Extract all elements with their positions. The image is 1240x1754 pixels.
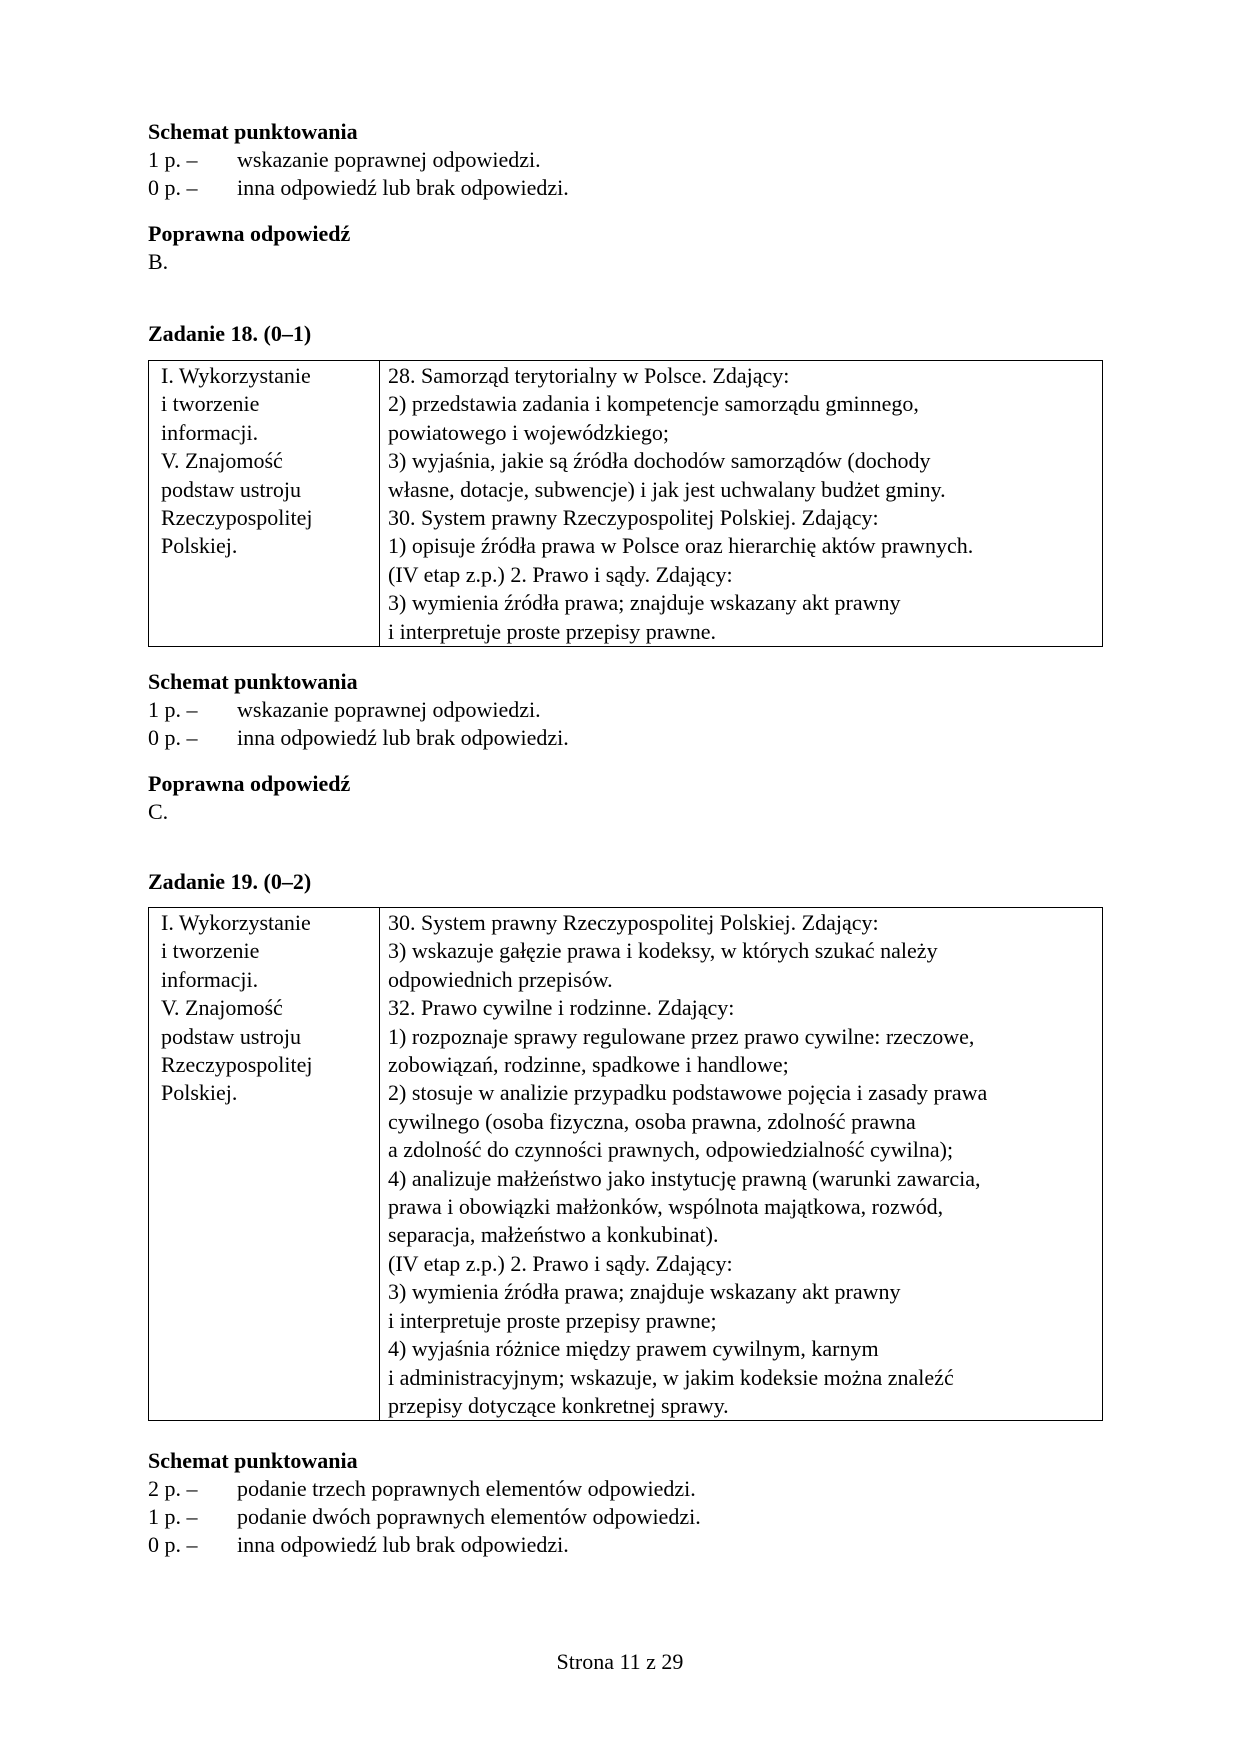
score-row bbox=[148, 1475, 701, 1503]
score-text: wskazanie poprawnej odpowiedzi. bbox=[237, 697, 541, 722]
scoring-heading: Schemat punktowania bbox=[148, 119, 358, 144]
requirement-line: V. Znajomość bbox=[161, 995, 283, 1021]
requirement-line: (IV etap z.p.) 2. Prawo i sądy. Zdający: bbox=[388, 561, 733, 587]
general-requirements-cell bbox=[149, 908, 380, 1421]
requirement-line: przepisy dotyczące konkretnej sprawy. bbox=[388, 1392, 729, 1418]
score-row bbox=[148, 696, 569, 724]
requirement-line: 1) rozpoznaje sprawy regulowane przez prawo cywilne: rzeczowe, bbox=[388, 1023, 975, 1049]
scoring-heading: Schemat punktowania bbox=[148, 669, 358, 694]
requirement-line: powiatowego i wojewódzkiego; bbox=[388, 419, 670, 445]
score-points: 0 p. – bbox=[148, 1532, 198, 1557]
score-text: podanie trzech poprawnych elementów odpowiedzi. bbox=[237, 1476, 696, 1501]
requirement-line: 4) wyjaśnia różnice między prawem cywilnym, karnym bbox=[388, 1336, 879, 1362]
task-19-requirements-table bbox=[148, 907, 1103, 1421]
requirement-line: Polskiej. bbox=[161, 533, 238, 559]
score-row bbox=[148, 174, 569, 202]
requirement-line: Rzeczypospolitej bbox=[161, 1052, 313, 1078]
requirement-line: Rzeczypospolitej bbox=[161, 505, 313, 531]
requirement-line: podstaw ustroju bbox=[161, 476, 301, 502]
correct-answer-previous bbox=[148, 220, 350, 276]
score-points: 1 p. – bbox=[148, 147, 198, 172]
requirement-line: V. Znajomość bbox=[161, 448, 283, 474]
requirement-line: 2) przedstawia zadania i kompetencje samorządu gminnego, bbox=[388, 391, 919, 417]
score-text: podanie dwóch poprawnych elementów odpowiedzi. bbox=[237, 1504, 701, 1529]
requirement-line: 28. Samorząd terytorialny w Polsce. Zdający: bbox=[388, 363, 790, 388]
specific-requirements-cell bbox=[380, 361, 1103, 647]
task-18-scoring-scheme bbox=[148, 668, 569, 752]
score-text: inna odpowiedź lub brak odpowiedzi. bbox=[237, 725, 569, 750]
requirement-line: i tworzenie bbox=[161, 391, 260, 417]
score-row bbox=[148, 724, 569, 752]
requirement-line: 3) wymienia źródła prawa; znajduje wskazany akt prawny bbox=[388, 1279, 901, 1305]
requirement-line: Polskiej. bbox=[161, 1080, 238, 1106]
task-18-title: Zadanie 18. (0–1) bbox=[148, 321, 312, 346]
requirement-line: informacji. bbox=[161, 419, 259, 445]
requirement-line: cywilnego (osoba fizyczna, osoba prawna, zdolność prawna bbox=[388, 1108, 916, 1134]
requirement-line: i tworzenie bbox=[161, 938, 260, 964]
requirement-line: zobowiązań, rodzinne, spadkowe i handlowe; bbox=[388, 1052, 789, 1078]
score-text: inna odpowiedź lub brak odpowiedzi. bbox=[237, 1532, 569, 1557]
requirement-line: własne, dotacje, subwencje) i jak jest uchwalany budżet gminy. bbox=[388, 476, 946, 502]
score-row bbox=[148, 146, 569, 174]
task-18-requirements-table bbox=[148, 360, 1103, 647]
requirement-line: odpowiednich przepisów. bbox=[388, 966, 613, 992]
score-points: 1 p. – bbox=[148, 1504, 198, 1529]
requirement-line: 30. System prawny Rzeczypospolitej Polskiej. Zdający: bbox=[388, 910, 879, 935]
score-text: wskazanie poprawnej odpowiedzi. bbox=[237, 147, 541, 172]
requirement-line: i administracyjnym; wskazuje, w jakim kodeksie można znaleźć bbox=[388, 1364, 954, 1390]
requirement-line: (IV etap z.p.) 2. Prawo i sądy. Zdający: bbox=[388, 1250, 733, 1276]
requirement-line: 1) opisuje źródła prawa w Polsce oraz hierarchię aktów prawnych. bbox=[388, 533, 974, 559]
score-points: 0 p. – bbox=[148, 175, 198, 200]
task-18-correct-answer bbox=[148, 770, 350, 826]
requirement-line: a zdolność do czynności prawnych, odpowiedzialność cywilna); bbox=[388, 1137, 954, 1163]
answer-value: C. bbox=[148, 799, 169, 824]
requirement-line: i interpretuje proste przepisy prawne. bbox=[388, 618, 717, 644]
requirement-line: separacja, małżeństwo a konkubinat). bbox=[388, 1222, 719, 1248]
requirement-line: 2) stosuje w analizie przypadku podstawowe pojęcia i zasady prawa bbox=[388, 1080, 988, 1106]
scoring-heading: Schemat punktowania bbox=[148, 1448, 358, 1473]
task-19-title: Zadanie 19. (0–2) bbox=[148, 869, 312, 894]
score-points: 0 p. – bbox=[148, 725, 198, 750]
answer-heading: Poprawna odpowiedź bbox=[148, 771, 351, 796]
requirement-line: 30. System prawny Rzeczypospolitej Polskiej. Zdający: bbox=[388, 505, 879, 531]
answer-heading: Poprawna odpowiedź bbox=[148, 221, 351, 246]
requirement-line: i interpretuje proste przepisy prawne; bbox=[388, 1307, 717, 1333]
requirement-line: podstaw ustroju bbox=[161, 1023, 301, 1049]
requirement-line: 3) wyjaśnia, jakie są źródła dochodów samorządów (dochody bbox=[388, 448, 931, 474]
requirement-line: 4) analizuje małżeństwo jako instytucję prawną (warunki zawarcia, bbox=[388, 1165, 981, 1191]
score-points: 1 p. – bbox=[148, 697, 198, 722]
requirement-line: prawa i obowiązki małżonków, wspólnota majątkowa, rozwód, bbox=[388, 1194, 944, 1220]
requirement-line: 3) wymienia źródła prawa; znajduje wskazany akt prawny bbox=[388, 590, 901, 616]
scoring-scheme-previous bbox=[148, 118, 569, 202]
requirement-line: 32. Prawo cywilne i rodzinne. Zdający: bbox=[388, 995, 735, 1021]
answer-value: B. bbox=[148, 249, 169, 274]
task-19-scoring-scheme bbox=[148, 1447, 701, 1559]
requirement-line: I. Wykorzystanie bbox=[161, 363, 311, 388]
score-row bbox=[148, 1503, 701, 1531]
general-requirements-cell bbox=[149, 361, 380, 647]
score-points: 2 p. – bbox=[148, 1476, 198, 1501]
score-text: inna odpowiedź lub brak odpowiedzi. bbox=[237, 175, 569, 200]
score-row bbox=[148, 1531, 701, 1559]
requirement-line: 3) wskazuje gałęzie prawa i kodeksy, w których szukać należy bbox=[388, 938, 938, 964]
requirement-line: informacji. bbox=[161, 966, 259, 992]
requirement-line: I. Wykorzystanie bbox=[161, 910, 311, 935]
specific-requirements-cell bbox=[380, 908, 1103, 1421]
page-number: Strona 11 z 29 bbox=[556, 1649, 684, 1674]
